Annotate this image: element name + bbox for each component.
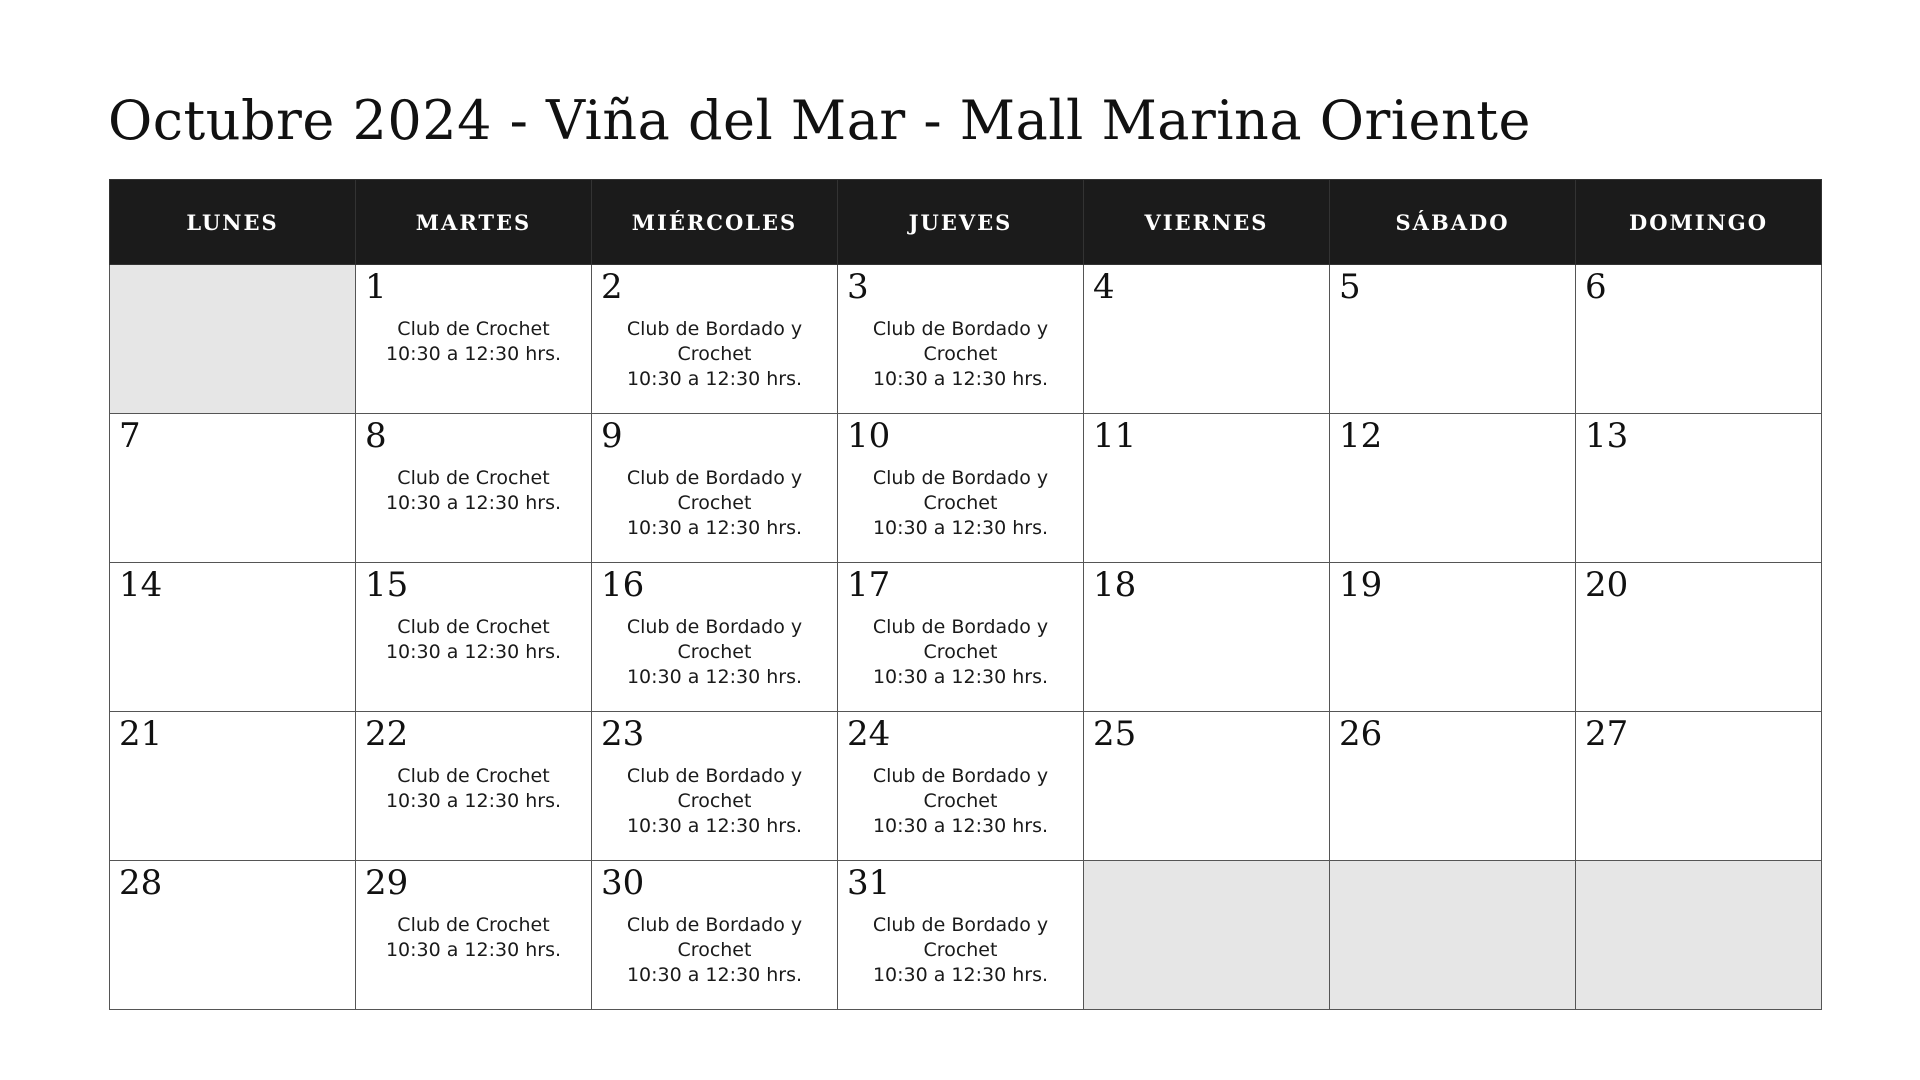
event-time: 10:30 a 12:30 hrs. [385,492,562,514]
event-time: 10:30 a 12:30 hrs. [872,964,1049,986]
day-cell [592,414,838,563]
day-number: 24 [847,714,891,754]
day-number: 17 [847,565,891,605]
event-name: Club de Bordado y Crochet [626,616,803,663]
day-number: 8 [365,416,387,456]
event-entry [838,466,1083,541]
day-number: 31 [847,863,891,903]
day-cell [838,712,1084,861]
page-title: Octubre 2024 - Viña del Mar - Mall Marina Oriente [108,89,1531,152]
event-name: Club de Bordado y Crochet [626,914,803,961]
day-cell [1330,712,1576,861]
day-number: 16 [601,565,645,605]
event-entry [838,764,1083,839]
day-cell [110,563,356,712]
calendar-grid [109,179,1822,1010]
day-cell [1576,563,1822,712]
day-number: 28 [119,863,163,903]
day-cell [1330,265,1576,414]
weekday-header-martes: MARTES [356,180,592,265]
day-number: 20 [1585,565,1629,605]
week-row [110,861,1822,1010]
day-number: 5 [1339,267,1361,307]
day-number: 13 [1585,416,1629,456]
week-row [110,563,1822,712]
empty-day-cell [1084,861,1330,1010]
event-time: 10:30 a 12:30 hrs. [626,964,803,986]
event-entry [356,615,591,665]
event-time: 10:30 a 12:30 hrs. [626,815,803,837]
event-name: Club de Crochet [397,318,550,340]
calendar-body [110,265,1822,1010]
day-number: 1 [365,267,387,307]
week-row [110,414,1822,563]
day-number: 12 [1339,416,1383,456]
weekday-header-viernes: VIERNES [1084,180,1330,265]
day-number: 14 [119,565,163,605]
weekday-header-miercoles: MIÉRCOLES [592,180,838,265]
day-number: 21 [119,714,163,754]
day-number: 2 [601,267,623,307]
day-cell [356,563,592,712]
day-number: 10 [847,416,891,456]
day-number: 18 [1093,565,1137,605]
event-name: Club de Bordado y Crochet [626,765,803,812]
weekday-header-row [110,180,1822,265]
day-number: 26 [1339,714,1383,754]
week-row [110,265,1822,414]
event-entry [838,317,1083,392]
empty-day-cell [110,265,356,414]
day-cell [592,265,838,414]
day-cell [838,563,1084,712]
event-time: 10:30 a 12:30 hrs. [385,790,562,812]
event-name: Club de Crochet [397,914,550,936]
day-number: 22 [365,714,409,754]
day-number: 3 [847,267,869,307]
event-entry [356,913,591,963]
day-cell [356,712,592,861]
day-cell [1084,265,1330,414]
day-cell [1330,563,1576,712]
empty-day-cell [1576,861,1822,1010]
day-cell [1084,563,1330,712]
event-name: Club de Bordado y Crochet [626,467,803,514]
day-cell [1084,712,1330,861]
event-entry [838,913,1083,988]
day-number: 27 [1585,714,1629,754]
event-name: Club de Bordado y Crochet [626,318,803,365]
event-name: Club de Crochet [397,765,550,787]
event-name: Club de Bordado y Crochet [872,765,1049,812]
empty-day-cell [1330,861,1576,1010]
day-number: 6 [1585,267,1607,307]
day-cell [356,414,592,563]
day-cell [592,563,838,712]
day-cell [1084,414,1330,563]
day-cell [592,712,838,861]
weekday-header-sabado: SÁBADO [1330,180,1576,265]
day-cell [110,861,356,1010]
day-cell [1330,414,1576,563]
event-entry [592,913,837,988]
event-entry [356,764,591,814]
day-number: 25 [1093,714,1137,754]
event-time: 10:30 a 12:30 hrs. [872,368,1049,390]
day-cell [592,861,838,1010]
event-time: 10:30 a 12:30 hrs. [626,517,803,539]
day-number: 11 [1093,416,1137,456]
event-time: 10:30 a 12:30 hrs. [385,343,562,365]
event-time: 10:30 a 12:30 hrs. [872,666,1049,688]
day-cell [838,861,1084,1010]
event-time: 10:30 a 12:30 hrs. [872,815,1049,837]
event-entry [356,317,591,367]
event-entry [592,615,837,690]
event-time: 10:30 a 12:30 hrs. [626,666,803,688]
day-number: 9 [601,416,623,456]
event-name: Club de Bordado y Crochet [872,467,1049,514]
day-cell [110,414,356,563]
day-cell [1576,414,1822,563]
week-row [110,712,1822,861]
day-number: 7 [119,416,141,456]
day-cell [110,712,356,861]
event-name: Club de Bordado y Crochet [872,318,1049,365]
day-cell [1576,712,1822,861]
event-entry [592,466,837,541]
day-cell [356,265,592,414]
event-entry [838,615,1083,690]
day-number: 30 [601,863,645,903]
event-name: Club de Bordado y Crochet [872,914,1049,961]
weekday-header-lunes: LUNES [110,180,356,265]
event-entry [592,764,837,839]
day-number: 19 [1339,565,1383,605]
event-entry [592,317,837,392]
event-time: 10:30 a 12:30 hrs. [872,517,1049,539]
day-number: 23 [601,714,645,754]
day-cell [356,861,592,1010]
event-time: 10:30 a 12:30 hrs. [385,939,562,961]
event-time: 10:30 a 12:30 hrs. [385,641,562,663]
day-number: 4 [1093,267,1115,307]
day-number: 15 [365,565,409,605]
event-name: Club de Crochet [397,616,550,638]
day-cell [838,265,1084,414]
event-name: Club de Crochet [397,467,550,489]
day-cell [838,414,1084,563]
event-entry [356,466,591,516]
event-name: Club de Bordado y Crochet [872,616,1049,663]
event-time: 10:30 a 12:30 hrs. [626,368,803,390]
day-number: 29 [365,863,409,903]
weekday-header-domingo: DOMINGO [1576,180,1822,265]
weekday-header-jueves: JUEVES [838,180,1084,265]
day-cell [1576,265,1822,414]
